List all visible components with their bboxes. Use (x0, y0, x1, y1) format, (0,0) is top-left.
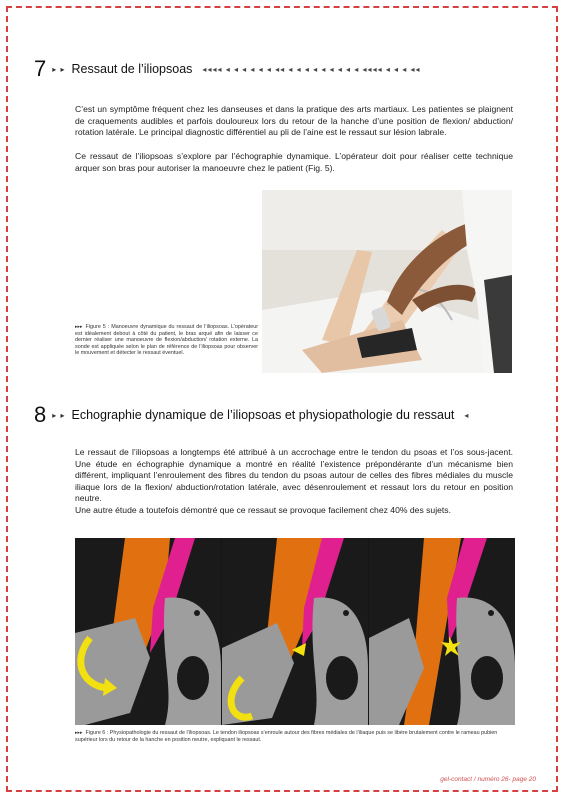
section-7-paragraph-1: C’est un symptôme fréquent chez les danseuses et dans la pratique des arts martiaux. Les patientes se plaignent de craquements audibles et parfois douloureux lors du retour de la hanche d’une position de flexion/ abduction/ rotation latérale. Le principal diagnostic différentiel au pli de l’aine est le ressaut sur lésion labrale. (75, 104, 513, 138)
caption-arrow-icon: ▸▸▸ (75, 730, 83, 736)
figure-6-caption (75, 730, 520, 743)
page-footer: gel-contact / numéro 26- page 20 (440, 776, 536, 783)
ultrasound-maneuver-image (262, 190, 512, 373)
caption-arrow-icon: ▸▸▸ (75, 324, 83, 330)
figure-5-caption-text: Figure 5 : Manoeuvre dynamique du ressaut de l’iliopsoas. L’opérateur est idéalement debout à côté du patient, le bras arqué afin de laisser ce dernier réaliser une manoeuvre de flexion/abduction/ rotation externe. La sonde est appliquée selon le plan de référence de l’iliopsoas pour observer le mouvement et détecter le ressaut éventuel. (75, 324, 258, 356)
figure-6-illustration (75, 538, 515, 725)
section-8-paragraph-1: Le ressaut de l’iliopsoas a longtemps été attribué à un accrochage entre le tendon du psoas et l’os sous-jacent. Une étude en échographie dynamique a montré en réalité l’existence prépondérante d’un mécanisme bien différent, impliquant l’enroulement des fibres du tendon du psoas autour de celles des fibres médiales du muscle iliaque lors de la flexion/ abduction/rotation latérale, avec désenroulement et ressaut lors du retour en position neutre. (75, 447, 513, 504)
section-number: 8 (34, 402, 47, 427)
anatomy-panel-1 (75, 538, 221, 725)
section-7-paragraph-2: Ce ressaut de l’iliopsoas s’explore par l’échographie dynamique. L’opérateur doit pour réaliser cette technique arquer son bras pour autoriser la manoeuvre chez le patient (Fig. 5). (75, 151, 513, 173)
trail-arrows-icon: ◂◂◂◂ ◂ ◂ ◂ ◂ ◂ ◂ ◂◂ ◂ ◂ ◂ ◂ ◂ ◂ ◂ ◂ ◂ ◂◂◂◂ ◂ ◂ ◂ ◂◂ (202, 64, 421, 74)
section-number: 7 (34, 56, 47, 81)
arrow-icons: ▸ ▸ (52, 410, 66, 420)
section-8-paragraph-2: Une autre étude a toutefois démontré que ce ressaut se provoque facilement chez 40% des sujets. (75, 505, 451, 515)
section-7-header (34, 56, 421, 82)
section-title: Echographie dynamique de l’iliopsoas et physiopathologie du ressaut (71, 408, 455, 422)
anatomy-panel-3 (369, 538, 515, 725)
figure-6-caption-text: Figure 6 : Physiopathologie du ressaut de l’iliopsoas. Le tendon iliopsoas s’enroule autour des fibres médiales de l’iliaque puis se libère brutalement contre le rameau pubien supérieur lors du retour de la hanche en position neutre, expliquant le ressaut. (75, 730, 498, 743)
section-title: Ressaut de l’iliopsoas (71, 62, 193, 76)
figure-5-caption (75, 324, 258, 357)
figure-5-photo (262, 190, 512, 373)
anatomy-panel-2 (222, 538, 368, 725)
arrow-icons: ▸ ▸ (52, 64, 66, 74)
trail-arrow-icon: ◂ (464, 410, 470, 420)
section-8-header (34, 402, 469, 428)
